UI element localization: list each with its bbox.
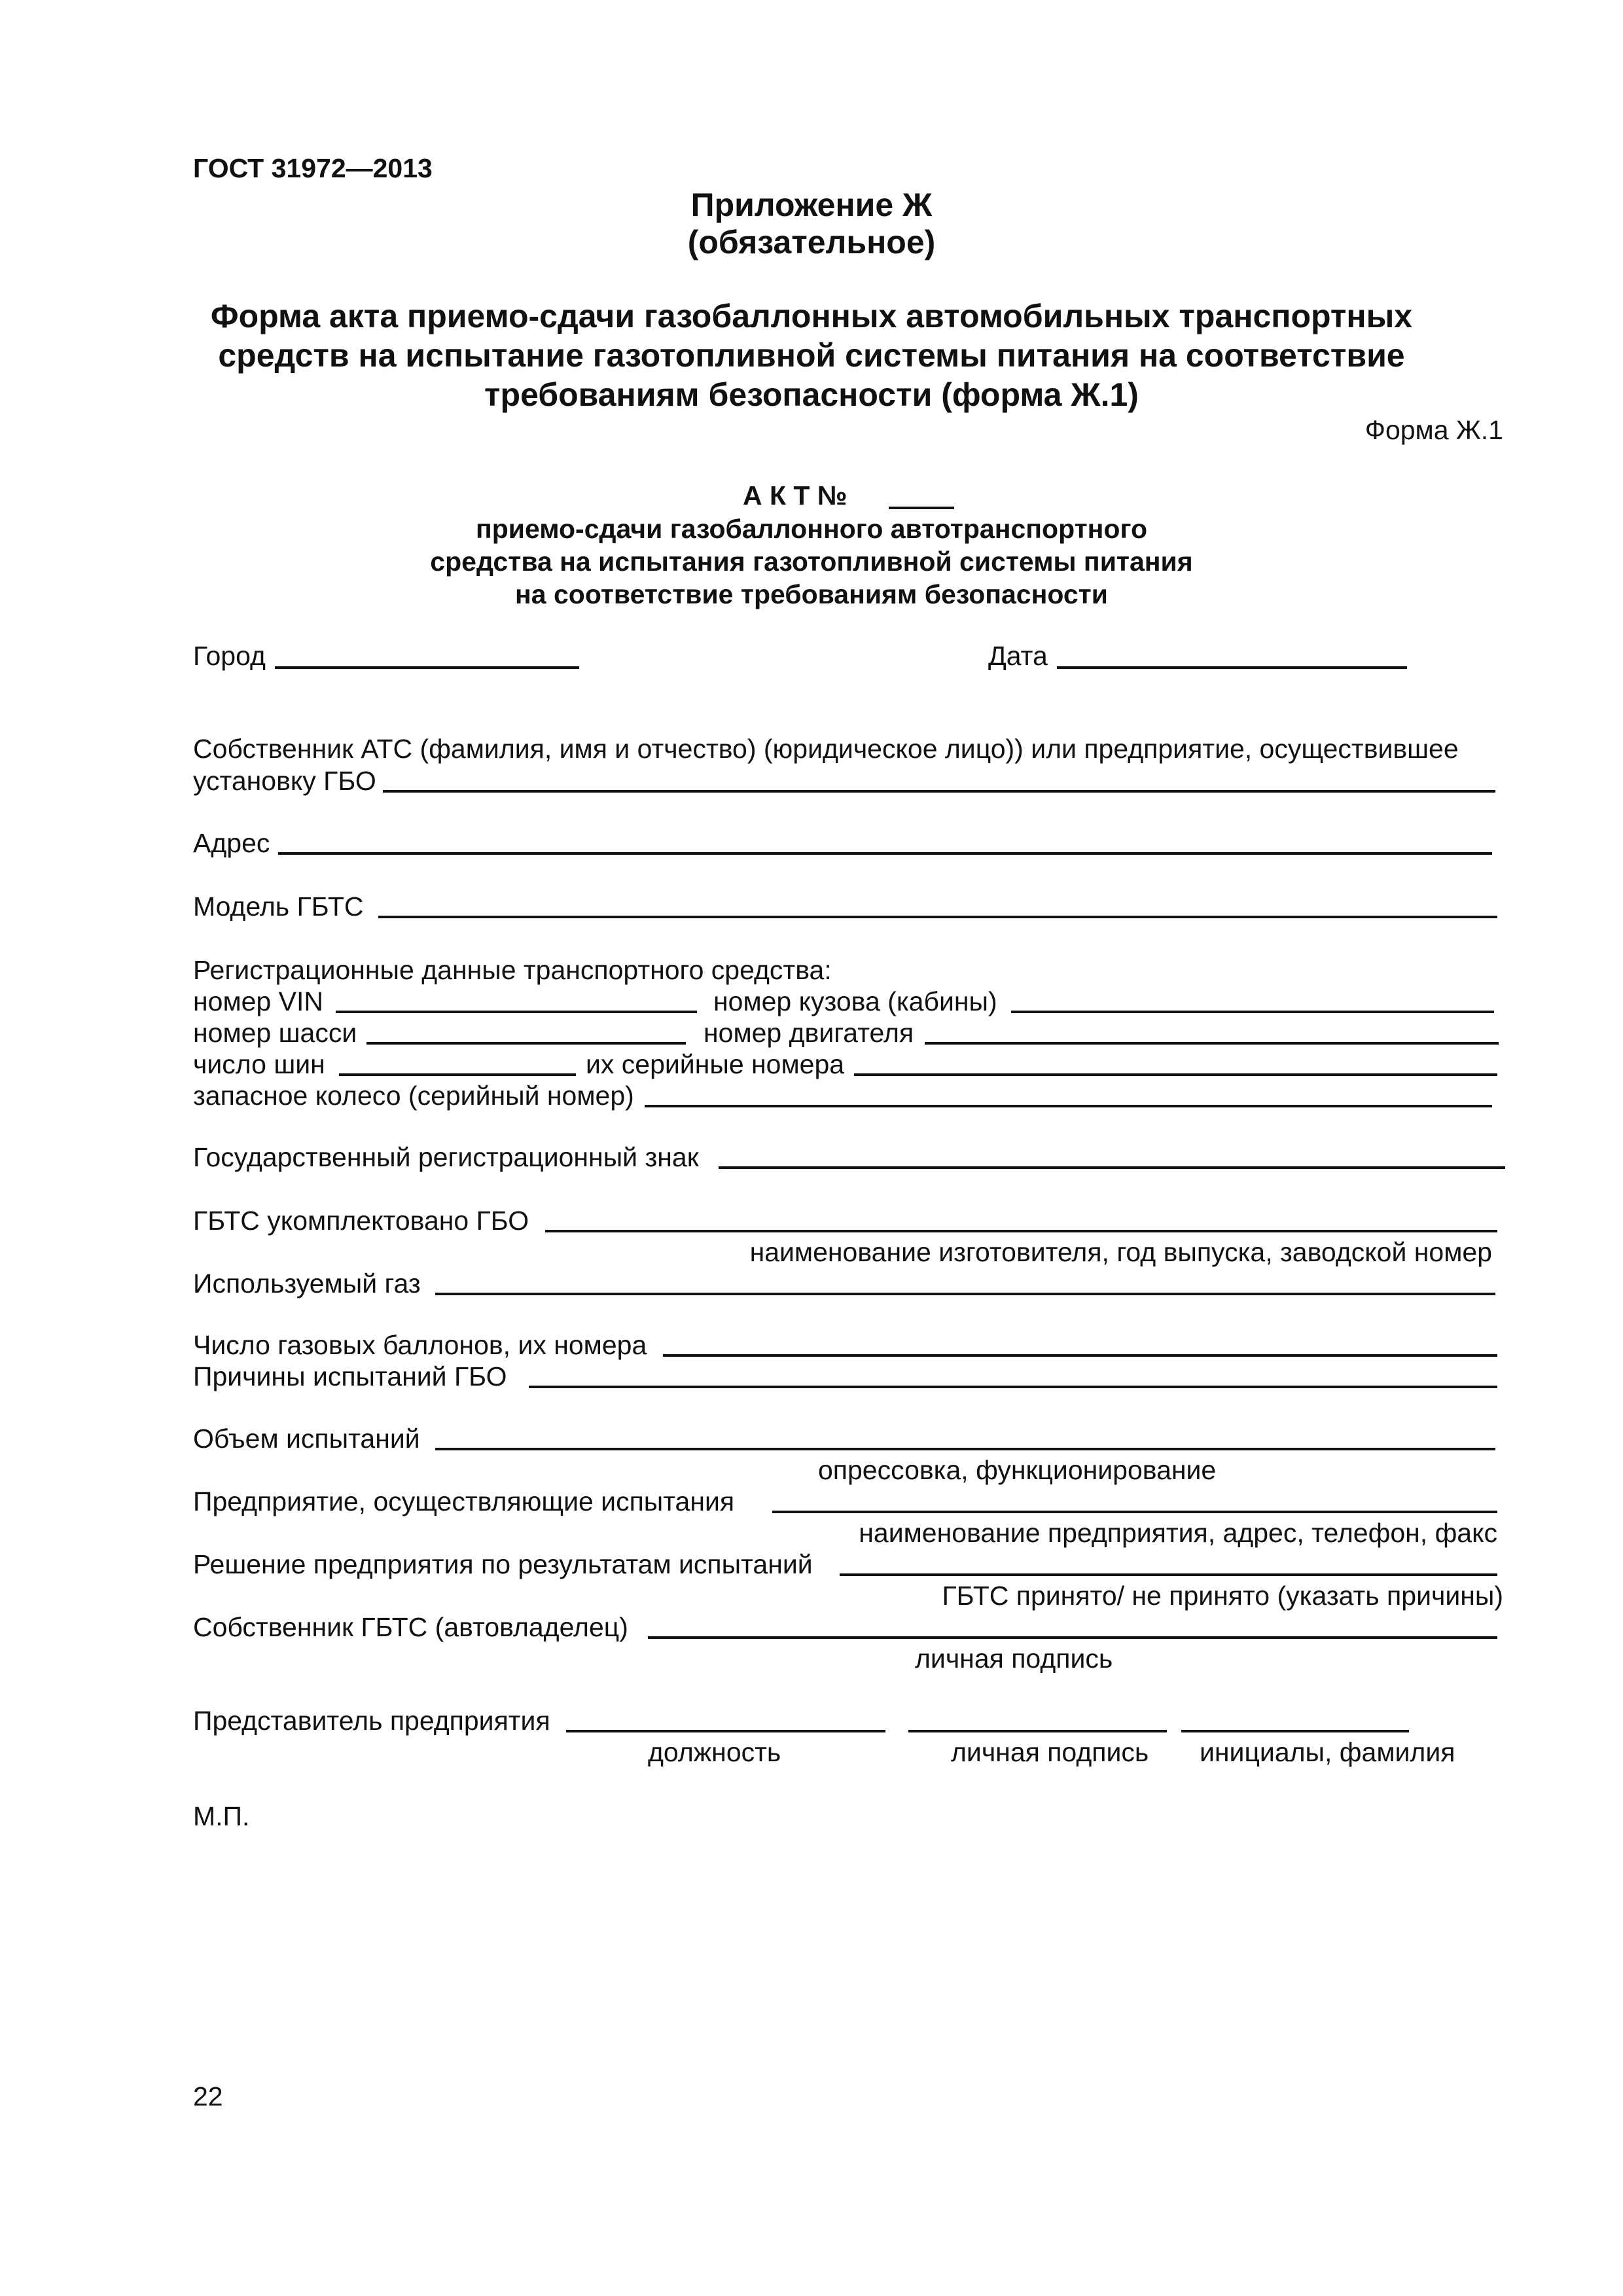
model-field[interactable] bbox=[378, 916, 1497, 918]
form-title-line2: средств на испытание газотопливной системы питания на соответствие bbox=[218, 337, 1405, 374]
enterprise-field[interactable] bbox=[772, 1511, 1497, 1513]
act-line1: приемо-сдачи газобаллонного автотранспортного bbox=[475, 514, 1148, 544]
decision-label: Решение предприятия по результатам испытаний bbox=[193, 1549, 813, 1579]
act-line3: на соответствие требованиям безопасности bbox=[515, 579, 1108, 609]
decision-caption: ГБТС принято/ не принято (указать причины) bbox=[942, 1581, 1503, 1611]
reg-plate-field[interactable] bbox=[719, 1166, 1505, 1169]
city-field[interactable] bbox=[275, 666, 579, 669]
equipped-caption: наименование изготовителя, год выпуска, заводской номер bbox=[749, 1237, 1492, 1267]
vehicle-owner-label: Собственник ГБТС (автовладелец) bbox=[193, 1612, 628, 1642]
form-title-line1: Форма акта приемо-сдачи газобаллонных автомобильных транспортных bbox=[210, 298, 1413, 334]
model-label: Модель ГБТС bbox=[193, 891, 364, 922]
reg-plate-label: Государственный регистрационный знак bbox=[193, 1142, 699, 1172]
equipped-field[interactable] bbox=[545, 1230, 1497, 1232]
scope-label: Объем испытаний bbox=[193, 1424, 420, 1454]
gas-label: Используемый газ bbox=[193, 1268, 421, 1299]
scope-caption: опрессовка, функционирование bbox=[818, 1455, 1217, 1485]
spare-wheel-field[interactable] bbox=[645, 1105, 1492, 1107]
seal-label: М.П. bbox=[193, 1801, 250, 1831]
address-field[interactable] bbox=[278, 852, 1492, 855]
owner-label-line2: установку ГБО bbox=[193, 766, 376, 796]
decision-field[interactable] bbox=[840, 1573, 1497, 1576]
body-number-field[interactable] bbox=[1011, 1011, 1494, 1013]
city-label: Город bbox=[193, 641, 266, 671]
cylinders-field[interactable] bbox=[663, 1354, 1497, 1357]
spare-wheel-label: запасное колесо (серийный номер) bbox=[193, 1081, 634, 1111]
tires-count-field[interactable] bbox=[339, 1073, 576, 1076]
enterprise-caption: наименование предприятия, адрес, телефон, факс bbox=[859, 1518, 1497, 1548]
date-field[interactable] bbox=[1057, 666, 1407, 669]
owner-field[interactable] bbox=[383, 790, 1495, 793]
address-label: Адрес bbox=[193, 828, 270, 858]
enterprise-label: Предприятие, осуществляющие испытания bbox=[193, 1486, 735, 1516]
chassis-label: номер шасси bbox=[193, 1018, 357, 1048]
form-label: Форма Ж.1 bbox=[1364, 415, 1503, 445]
rep-caption-position: должность bbox=[648, 1737, 781, 1767]
cylinders-label: Число газовых баллонов, их номера bbox=[193, 1330, 647, 1360]
reg-data-label: Регистрационные данные транспортного средства: bbox=[193, 955, 832, 985]
act-number-line[interactable] bbox=[889, 507, 954, 509]
tires-count-label: число шин bbox=[193, 1049, 325, 1079]
rep-caption-name: инициалы, фамилия bbox=[1200, 1737, 1455, 1767]
vehicle-owner-caption: личная подпись bbox=[915, 1643, 1113, 1674]
tires-serials-field[interactable] bbox=[854, 1073, 1497, 1076]
rep-caption-signature: личная подпись bbox=[951, 1737, 1149, 1767]
engine-label: номер двигателя bbox=[704, 1018, 914, 1048]
appendix-note: (обязательное) bbox=[687, 224, 936, 260]
standard-header: ГОСТ 31972—2013 bbox=[193, 153, 433, 183]
page-number: 22 bbox=[193, 2081, 223, 2111]
chassis-field[interactable] bbox=[366, 1042, 686, 1045]
gas-field[interactable] bbox=[435, 1293, 1495, 1295]
act-number-label: А К Т № bbox=[743, 480, 847, 511]
representative-label: Представитель предприятия bbox=[193, 1706, 550, 1736]
date-label: Дата bbox=[988, 641, 1048, 671]
vin-label: номер VIN bbox=[193, 986, 323, 1016]
owner-label-line1: Собственник АТС (фамилия, имя и отчество) (юридическое лицо)) или предприятие, осуществившее bbox=[193, 734, 1459, 764]
tires-serials-label: их серийные номера bbox=[586, 1049, 845, 1079]
vin-field[interactable] bbox=[336, 1011, 697, 1013]
reasons-field[interactable] bbox=[529, 1386, 1497, 1388]
form-title-line3: требованиям безопасности (форма Ж.1) bbox=[484, 376, 1139, 413]
reasons-label: Причины испытаний ГБО bbox=[193, 1361, 507, 1391]
equipped-label: ГБТС укомплектовано ГБО bbox=[193, 1206, 529, 1236]
representative-name-field[interactable] bbox=[1181, 1730, 1409, 1732]
engine-field[interactable] bbox=[925, 1042, 1499, 1045]
act-line2: средства на испытания газотопливной системы питания bbox=[430, 547, 1193, 577]
vehicle-owner-signature-field[interactable] bbox=[648, 1636, 1497, 1639]
appendix-title: Приложение Ж bbox=[690, 187, 933, 223]
scope-field[interactable] bbox=[435, 1448, 1495, 1450]
representative-position-field[interactable] bbox=[566, 1730, 885, 1732]
representative-signature-field[interactable] bbox=[908, 1730, 1167, 1732]
body-number-label: номер кузова (кабины) bbox=[713, 986, 997, 1016]
